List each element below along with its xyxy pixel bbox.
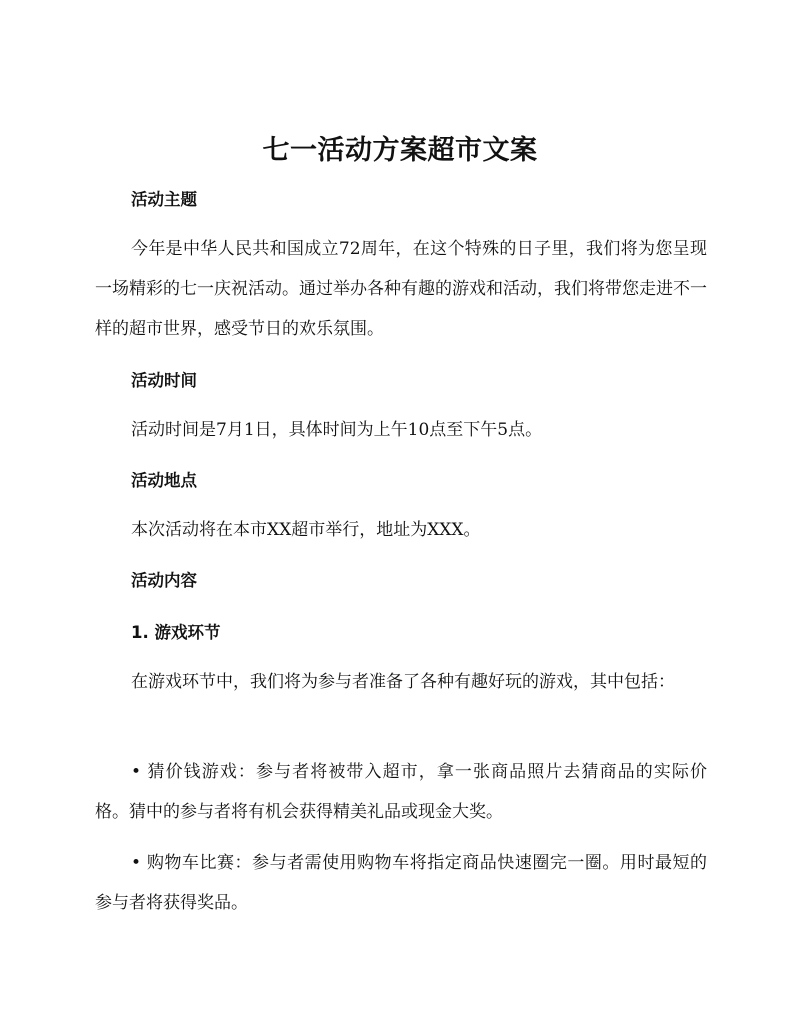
section-heading-time: 活动时间 bbox=[131, 371, 197, 390]
paragraph-location: 本次活动将在本市XX超市举行，地址为XXX。 bbox=[131, 520, 481, 540]
list-item-game-1: • 猜价钱游戏：参与者将被带入超市，拿一张商品照片去猜商品的实际价格。猜中的参与者将有机会获得精美礼品或现金大奖。 bbox=[95, 762, 707, 822]
subsection-heading-games: 1. 游戏环节 bbox=[131, 623, 221, 642]
document-title: 七一活动方案超市文案 bbox=[262, 135, 538, 166]
section-heading-content: 活动内容 bbox=[131, 571, 197, 590]
paragraph-time: 活动时间是7月1日，具体时间为上午10点至下午5点。 bbox=[131, 420, 543, 440]
section-heading-theme: 活动主题 bbox=[131, 190, 197, 209]
paragraph-theme: 今年是中华人民共和国成立72周年，在这个特殊的日子里，我们将为您呈现一场精彩的七一庆祝活动。通过举办各种有趣的游戏和活动，我们将带您走进不一样的超市世界，感受节日的欢乐氛围。 bbox=[95, 239, 707, 339]
list-item-game-2: • 购物车比赛：参与者需使用购物车将指定商品快速圈完一圈。用时最短的参与者将获得奖品。 bbox=[95, 853, 707, 913]
section-heading-location: 活动地点 bbox=[131, 471, 197, 490]
paragraph-games-intro: 在游戏环节中，我们将为参与者准备了各种有趣好玩的游戏，其中包括： bbox=[131, 672, 675, 692]
